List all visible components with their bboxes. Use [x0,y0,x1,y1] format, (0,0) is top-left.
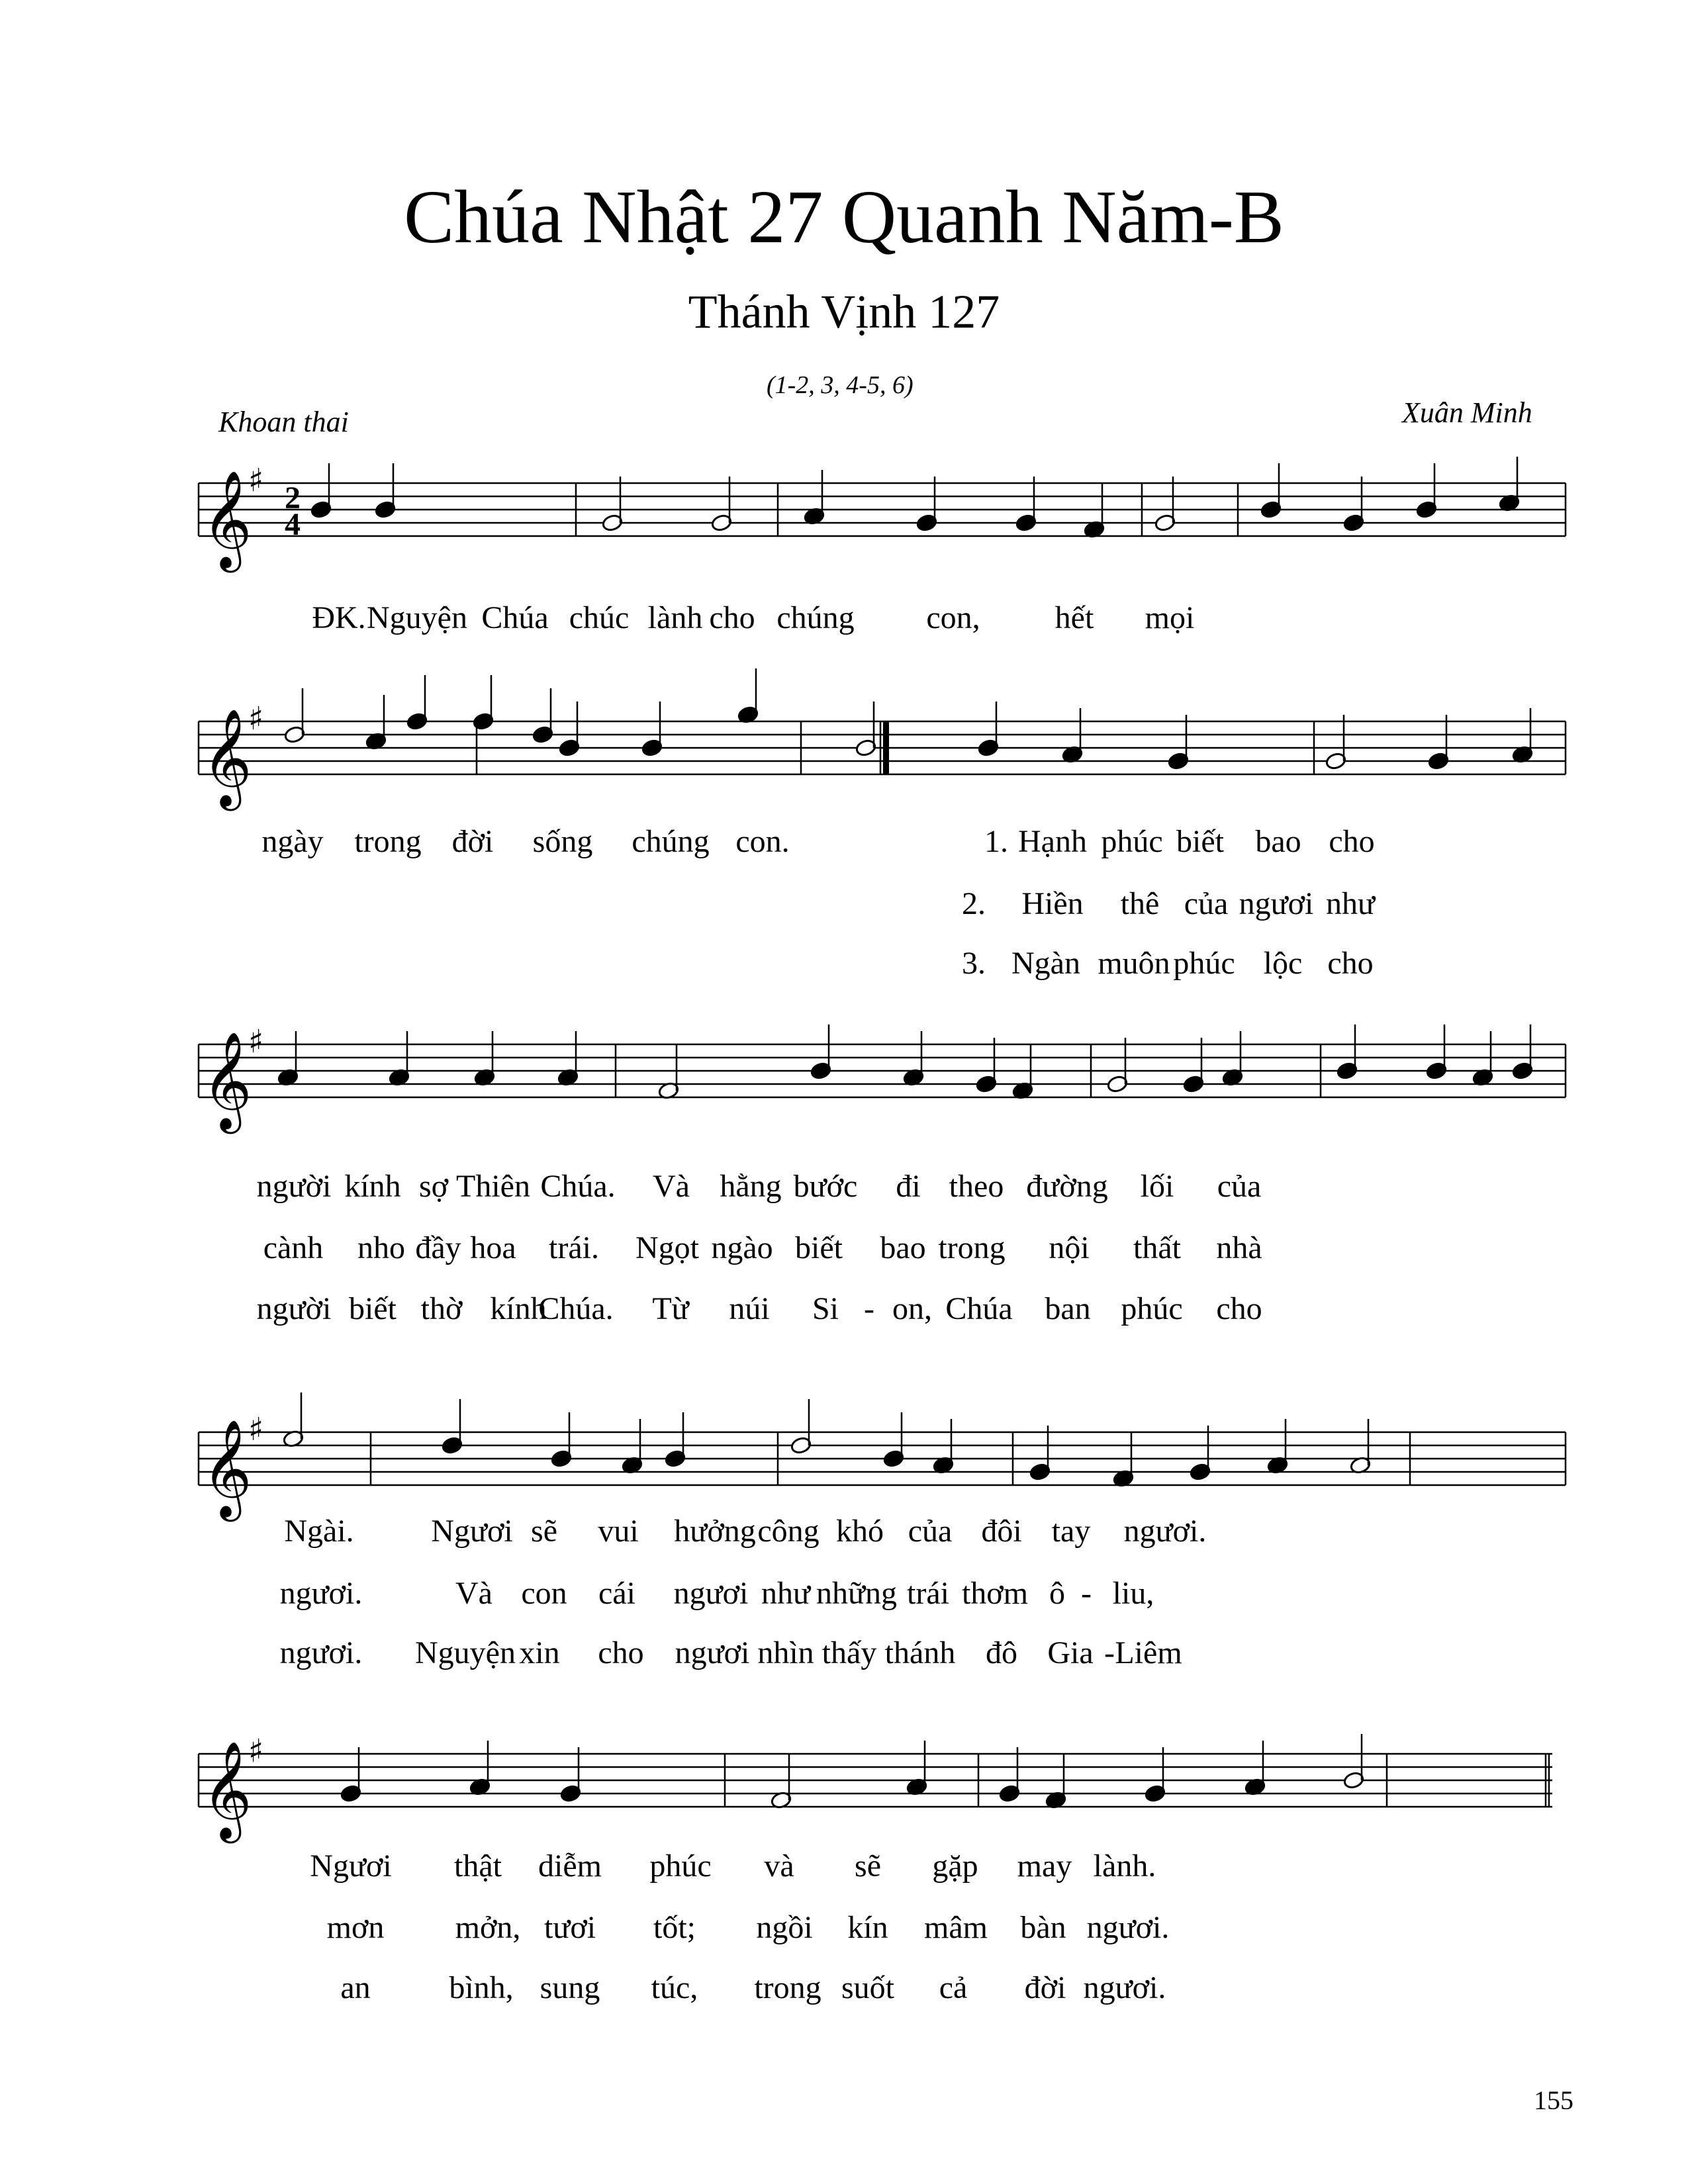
lyric-syllable: sống [532,824,593,859]
lyric-syllable: Nguyện [367,600,467,635]
lyric-syllable: nhìn [757,1635,814,1670]
lyric-syllable: Chúa. [538,1291,614,1326]
lyric-syllable: cho [1216,1291,1262,1326]
lyric-syllable: ô [1049,1576,1065,1611]
lyric-syllable: lối [1140,1169,1174,1204]
lyric-syllable: của [908,1514,953,1549]
lyrics-line [0,1848,1688,1888]
lyric-syllable: người [256,1169,332,1204]
music-staff [0,1721,1688,1853]
lyric-syllable: Thiên [456,1169,530,1204]
lyric-syllable: an [340,1970,371,2005]
lyric-syllable: công [757,1514,820,1549]
treble-clef-icon: 𝄞 [202,470,252,569]
composer-credit: Xuân Minh [1402,396,1532,429]
lyric-syllable: núi [729,1291,770,1326]
lyrics-line [0,600,1688,639]
lyric-syllable: tươi [543,1910,596,1945]
lyric-syllable: gặp [932,1848,978,1884]
lyric-syllable: 1. [984,824,1008,859]
lyric-syllable: người [256,1291,332,1326]
lyric-syllable: hằng [720,1169,782,1204]
lyric-syllable: cho [598,1635,644,1670]
sharp-icon: ♯ [248,462,264,499]
lyric-syllable: khó [836,1514,884,1549]
lyric-syllable: ngày [261,824,324,859]
lyrics-line [0,886,1688,925]
lyric-syllable: ĐK. [312,600,366,635]
lyric-syllable: lành. [1093,1848,1156,1884]
lyric-syllable: ngươi. [279,1635,363,1670]
lyric-syllable: đường [1026,1169,1108,1204]
lyric-syllable: biết [349,1291,397,1326]
lyric-syllable: thê [1120,886,1160,921]
lyric-syllable: muôn [1098,946,1170,981]
lyric-syllable: Nguyện [415,1635,516,1670]
lyric-syllable: cái [598,1576,635,1611]
lyric-syllable: thánh [884,1635,956,1670]
lyric-syllable: kính [344,1169,401,1204]
lyric-syllable: chúng [776,600,855,635]
lyric-syllable: biết [1176,824,1224,859]
lyric-syllable: Gia [1047,1635,1094,1670]
lyric-syllable: phúc [649,1848,712,1884]
lyric-syllable: theo [949,1169,1004,1204]
lyric-syllable: mâm [924,1910,988,1945]
lyric-syllable: - [864,1291,874,1326]
lyric-syllable: sẽ [855,1848,881,1884]
lyric-syllable: kính [490,1291,547,1326]
lyric-syllable: sẽ [531,1514,557,1549]
lyric-syllable: biết [795,1230,843,1265]
lyric-syllable: hết [1055,600,1094,635]
lyric-syllable: hoa [470,1230,516,1265]
lyrics-line [0,1575,1688,1615]
lyric-syllable: - [1081,1576,1092,1611]
lyric-syllable: ngươi. [1086,1910,1170,1945]
lyric-syllable: ngươi [1239,886,1314,921]
lyric-syllable: liu, [1112,1576,1154,1611]
lyric-syllable: Ngươi [431,1514,513,1549]
page-number: 155 [1534,2085,1573,2115]
lyric-syllable: Hiền [1021,886,1084,921]
lyric-syllable: diễm [538,1848,602,1884]
lyric-syllable: của [1184,886,1229,921]
lyric-syllable: Ngài. [284,1514,354,1549]
lyric-syllable: đô [986,1635,1017,1670]
lyric-syllable: 3. [962,946,986,981]
lyrics-line [0,1291,1688,1330]
treble-clef-icon: 𝄞 [202,1031,252,1130]
lyric-syllable: nội [1049,1230,1090,1265]
lyric-syllable: mởn, [455,1910,521,1945]
lyric-syllable: cho [1327,946,1374,981]
lyric-syllable: con, [926,600,980,635]
lyric-syllable: bình, [449,1970,514,2005]
lyric-syllable: 2. [962,886,986,921]
lyric-syllable: bàn [1020,1910,1066,1945]
lyric-syllable: on, [892,1291,932,1326]
lyric-syllable: Và [653,1169,690,1204]
lyric-syllable: như [761,1576,811,1611]
music-staff [0,450,1688,582]
lyric-syllable: sợ [418,1169,449,1204]
lyric-syllable: sung [539,1970,600,2005]
music-staff [0,1011,1688,1144]
lyric-syllable: Từ [652,1291,689,1326]
lyrics-line [0,945,1688,985]
lyric-syllable: mọi [1145,600,1195,635]
lyric-syllable: suốt [841,1970,895,2005]
lyric-syllable: thất [1133,1230,1181,1265]
lyric-syllable: ngươi. [279,1576,363,1611]
lyric-syllable: trong [754,1970,821,2005]
treble-clef-icon: 𝄞 [202,1741,252,1839]
lyric-syllable: Ngàn [1011,946,1080,981]
treble-clef-icon: 𝄞 [202,1419,252,1518]
lyric-syllable: tốt; [653,1910,696,1945]
time-signature-top: 2 [285,480,301,516]
lyric-syllable: xin [519,1635,560,1670]
lyric-syllable: thật [454,1848,502,1884]
lyrics-line [0,1970,1688,2009]
lyrics-line [0,1168,1688,1208]
lyric-syllable: thấy [821,1635,877,1670]
lyric-syllable: nhà [1216,1230,1262,1265]
lyric-syllable: ngươi. [1083,1970,1166,2005]
lyric-syllable: - [1104,1635,1115,1670]
lyric-syllable: Ngọt [635,1230,699,1265]
lyric-syllable: lành [647,600,703,635]
lyric-syllable: những [816,1576,898,1611]
lyric-syllable: Hạnh [1018,824,1087,859]
sharp-icon: ♯ [248,1733,264,1770]
lyric-syllable: đôi [981,1514,1022,1549]
lyric-syllable: bước [793,1169,858,1204]
psalm-subtitle: Thánh Vịnh 127 [688,285,1000,338]
section-barline [883,721,889,774]
lyric-syllable: vui [598,1514,639,1549]
lyric-syllable: con [521,1576,567,1611]
lyric-syllable: ngươi [675,1635,750,1670]
music-staff [0,1399,1688,1531]
lyric-syllable: Và [455,1576,492,1611]
lyric-syllable: hưởng [674,1514,756,1549]
lyrics-line [0,1230,1688,1269]
lyric-syllable: cho [709,600,755,635]
lyric-syllable: bao [880,1230,926,1265]
lyric-syllable: trái. [549,1230,599,1265]
sharp-icon: ♯ [248,1411,264,1448]
time-signature-bottom: 4 [285,507,301,542]
lyric-syllable: đi [896,1169,921,1204]
lyric-syllable: Ngươi [310,1848,392,1884]
sharp-icon: ♯ [248,1023,264,1060]
lyric-syllable: ngươi. [1123,1514,1207,1549]
lyric-syllable: như [1325,886,1376,921]
lyric-syllable: cho [1329,824,1375,859]
lyric-syllable: ngào [711,1230,773,1265]
lyric-syllable: phúc [1101,824,1163,859]
lyric-syllable: ngươi [673,1576,749,1611]
lyric-syllable: con. [735,824,790,859]
lyric-syllable: kín [847,1910,888,1945]
lyric-syllable: trong [354,824,422,859]
lyric-syllable: phúc [1121,1291,1183,1326]
lyric-syllable: may [1017,1848,1072,1884]
lyric-syllable: Chúa. [540,1169,616,1204]
lyric-syllable: chúc [569,600,630,635]
lyric-syllable: đời [1024,1970,1066,2005]
lyric-syllable: trong [938,1230,1006,1265]
lyric-syllable: Si [812,1291,839,1326]
lyric-syllable: và [764,1848,794,1884]
lyrics-line [0,1513,1688,1553]
lyric-syllable: phúc [1173,946,1235,981]
lyric-syllable: Chúa [481,600,549,635]
sharp-icon: ♯ [248,700,264,737]
lyric-syllable: thơm [961,1576,1029,1611]
treble-clef-icon: 𝄞 [202,708,252,807]
lyric-syllable: ngồi [756,1910,813,1945]
lyrics-line [0,1635,1688,1674]
lyric-syllable: túc, [651,1970,698,2005]
page-title: Chúa Nhật 27 Quanh Năm-B [404,175,1284,259]
lyric-syllable: thờ [420,1291,463,1326]
lyric-syllable: đầy [415,1230,461,1265]
verse-reference: (1-2, 3, 4-5, 6) [767,371,914,399]
lyric-syllable: bao [1255,824,1301,859]
lyric-syllable: cả [939,1970,968,2005]
lyrics-line [0,1909,1688,1949]
lyric-syllable: chúng [632,824,710,859]
lyric-syllable: Liêm [1115,1635,1182,1670]
lyric-syllable: nho [357,1230,405,1265]
lyrics-line [0,823,1688,863]
lyric-syllable: mơn [326,1910,385,1945]
lyric-syllable: của [1217,1169,1262,1204]
lyric-syllable: cành [263,1230,324,1265]
lyric-syllable: lộc [1263,946,1303,981]
lyric-syllable: đời [451,824,494,859]
music-staff [0,688,1688,821]
lyric-syllable: ban [1045,1291,1091,1326]
tempo-marking: Khoan thai [218,406,349,438]
lyric-syllable: trái [907,1576,949,1611]
lyric-syllable: tay [1051,1514,1091,1549]
lyric-syllable: Chúa [945,1291,1013,1326]
